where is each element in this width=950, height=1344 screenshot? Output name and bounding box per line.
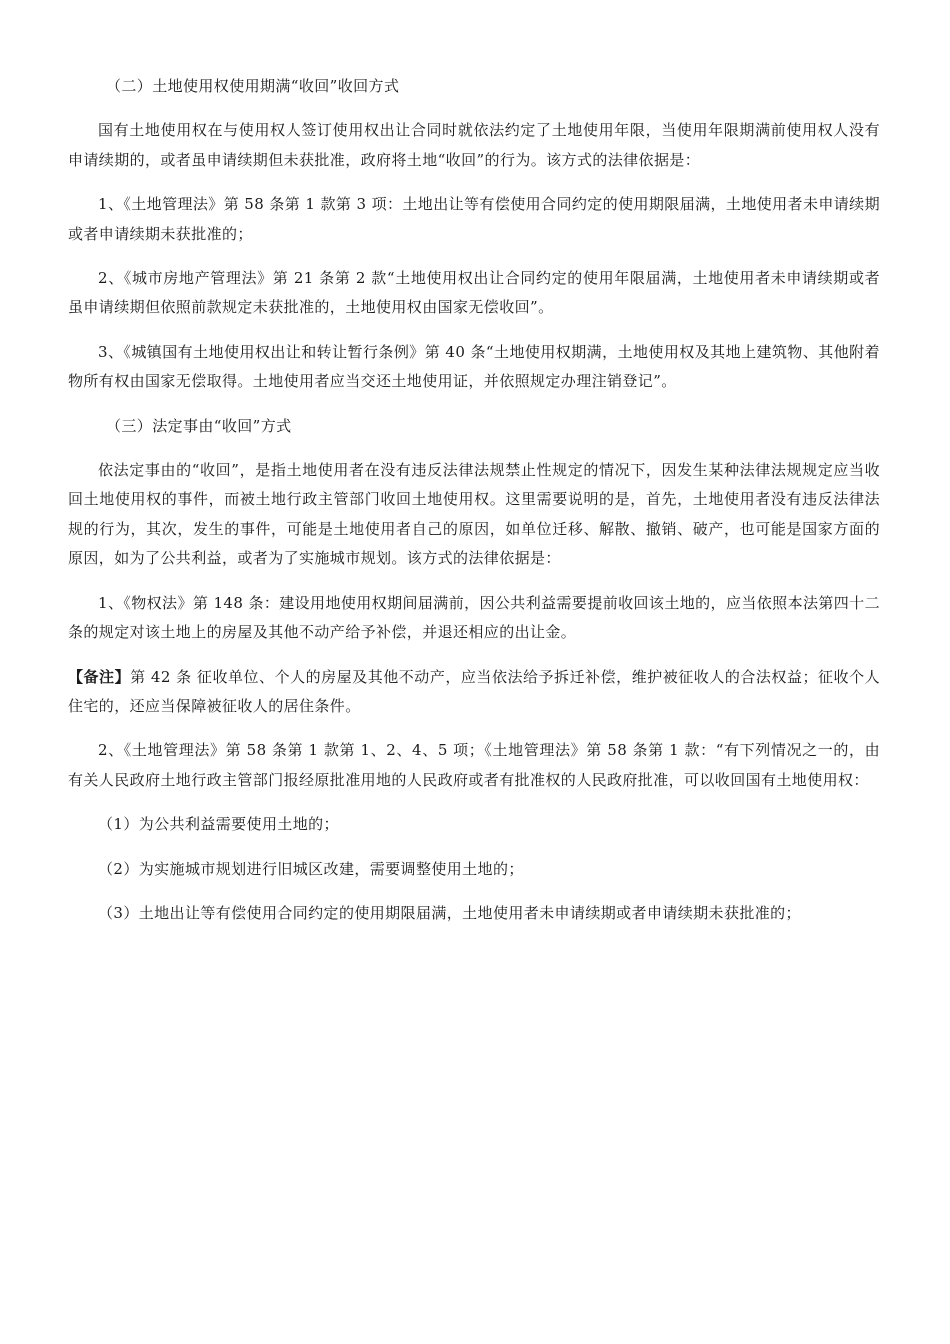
list-item-2-2: 2、《城市房地产管理法》第 21 条第 2 款“土地使用权出让合同约定的使用年限届满，土地使用者未申请续期或者虽申请续期但依照前款规定未获批准的，土地使用权由国家无偿收回”。 — [68, 269, 880, 317]
paragraph-3: 依法定事由的“收回”，是指土地使用者在没有违反法律法规禁止性规定的情况下，因发生某种法律法规规定应当收回土地使用权的事件，而被土地行政主管部门收回土地使用权。这里需要说明的是，首先，土地使用者没有违反法律法规的行为，其次，发生的事件，可能是土地使用者自己的原因，如单位迁移、解散、撤销、破产，也可能是国家方面的原因，如为了公共利益，或者为了实施城市规划。该方式的法律依据是： — [68, 461, 880, 568]
sub-item-3: （3）土地出让等有偿使用合同约定的使用期限届满，土地使用者未申请续期或者申请续期未获批准的； — [98, 903, 801, 922]
list-item-2-1: 1、《土地管理法》第 58 条第 1 款第 3 项：土地出让等有偿使用合同约定的使用期限届满，土地使用者未申请续期或者申请续期未获批准的； — [68, 195, 880, 243]
sub-item-2: （2）为实施城市规划进行旧城区改建，需要调整使用土地的； — [98, 859, 524, 878]
note-text: 第 42 条 征收单位、个人的房屋及其他不动产，应当依法给予拆迁补偿，维护被征收人的合法权益；征收个人住宅的，还应当保障被征收人的居住条件。 — [68, 667, 880, 715]
section-heading-2: （二）土地使用权使用期满“收回”收回方式 — [106, 77, 400, 95]
list-item-3-1: 1、《物权法》第 148 条：建设用地使用权期间届满前，因公共利益需要提前收回该土地的，应当依照本法第四十二条的规定对该土地上的房屋及其他不动产给予补偿，并退还相应的出让金。 — [68, 593, 880, 642]
document-body — [68, 72, 880, 943]
list-item-2-3: 3、《城镇国有土地使用权出让和转让暂行条例》第 40 条“土地使用权期满，土地使用权及其地上建筑物、其他附着物所有权由国家无偿取得。土地使用者应当交还土地使用证，并依照规定办理注销登记”。 — [68, 342, 880, 391]
paragraph-2: 国有土地使用权在与使用权人签订使用权出让合同时就依法约定了土地使用年限，当使用年限期满前使用权人没有申请续期的，或者虽申请续期但未获批准，政府将土地“收回”的行为。该方式的法律依据是： — [68, 121, 880, 169]
sub-item-1: （1）为公共利益需要使用土地的； — [98, 815, 339, 834]
note-label: 【备注】 — [68, 667, 131, 686]
note-paragraph — [68, 663, 880, 722]
list-item-3-2: 2、《土地管理法》第 58 条第 1 款第 1、2、4、5 项；《土地管理法》第 58 条第 1 款：“有下列情况之一的，由有关人民政府土地行政主管部门报经原批准用地的人民政府或者有批准权的人民政府批准，可以收回国有土地使用权： — [68, 741, 880, 789]
section-heading-3: （三）法定事由“收回”方式 — [106, 416, 292, 435]
